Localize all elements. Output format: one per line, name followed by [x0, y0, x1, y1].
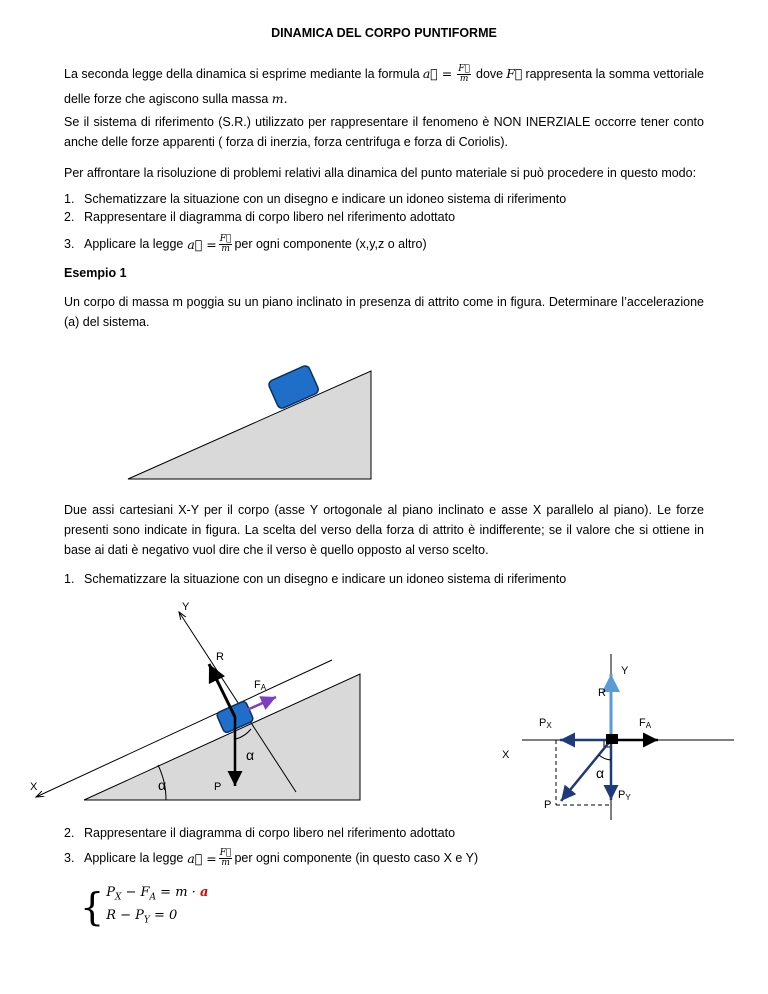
acceleration-symbol: a — [199, 885, 209, 900]
step-text: Rappresentare il diagramma di corpo libero nel riferimento adottato — [84, 210, 456, 224]
x-axis-label: X — [502, 749, 510, 761]
step-text: Schematizzare la situazione con un disegno e indicare un idoneo sistema di riferimento — [84, 572, 567, 586]
formula-a-lhs: a⃗ = — [422, 66, 453, 81]
page-title: DINAMICA DEL CORPO PUNTIFORME — [271, 26, 497, 40]
py-label: PY — [618, 789, 631, 802]
alpha-label-block: α — [246, 747, 255, 763]
formula-a-lhs: a⃗ = — [187, 850, 217, 866]
force-figure — [26, 594, 386, 816]
alpha-label: α — [596, 765, 605, 781]
step-3-repeat — [64, 844, 704, 872]
alpha-arc — [599, 755, 611, 760]
r-label: R — [216, 651, 224, 663]
r-label: R — [598, 687, 606, 699]
non-inertial-paragraph: Se il sistema di riferimento (S.R.) utilizzato per rappresentare il fenomeno è NON INERZIALE occorre tener conto anche delle forze apparenti ( forza di inerzia, forza centrifuga e forza di Coriolis). — [64, 115, 704, 149]
step-2-repeat — [64, 826, 704, 840]
p-label: P — [544, 799, 552, 811]
equation-y: $R - P_Y = 0$ — [106, 907, 178, 926]
formula-fraction — [219, 235, 233, 254]
formula-a-lhs: a⃗ = — [187, 236, 217, 252]
equation-x: $P_X - F_A = m \cdot a$ — [106, 885, 209, 903]
incline-figure — [120, 360, 380, 486]
px-label: PX — [539, 717, 552, 730]
step-text: Rappresentare il diagramma di corpo libero nel riferimento adottato — [84, 826, 456, 840]
fa-label: FA — [639, 717, 652, 730]
step-text-b: per ogni componente (in questo caso X e Y) — [234, 851, 479, 865]
example-title: Esempio 1 — [64, 266, 127, 280]
fraction-denominator: m — [221, 857, 230, 868]
friction-vector — [247, 697, 276, 710]
vector-f: F⃗ — [506, 66, 523, 81]
fa-label: FA — [254, 679, 267, 692]
fraction-numerator: F⃗ — [458, 63, 470, 74]
procedure-paragraph: Per affrontare la risoluzione di problemi relativi alla dinamica del punto materiale si può procedere in questo modo: — [64, 166, 697, 180]
system-brace: { — [80, 884, 105, 929]
p-label: P — [214, 781, 222, 793]
formula-fraction — [457, 65, 471, 84]
formula-fraction — [219, 849, 233, 868]
inclined-plane — [128, 371, 371, 479]
y-axis-label: Y — [182, 601, 190, 613]
step-1 — [64, 192, 704, 206]
alpha-label-base: α — [158, 777, 167, 793]
reaction-vector — [209, 664, 235, 717]
fraction-denominator: m — [459, 73, 469, 84]
step-3 — [64, 230, 704, 258]
intro-text-a: La seconda legge della dinamica si esprime mediante la formula — [64, 67, 420, 81]
intro-mass: m. — [271, 91, 288, 106]
x-axis-label: X — [30, 781, 38, 793]
step-number: 1. — [64, 572, 75, 586]
step-text: Schematizzare la situazione con un disegno e indicare un idoneo sistema di riferimento — [84, 192, 567, 206]
step-number: 2. — [64, 210, 75, 224]
intro-text-c: rappresenta la somma vettoriale — [525, 67, 704, 81]
example-text: Un corpo di massa m poggia su un piano inclinato in presenza di attrito come in figura. Determinare l’accelerazione (a) del sistema. — [64, 295, 704, 329]
y-axis-label: Y — [621, 665, 629, 677]
step-number: 1. — [64, 192, 75, 206]
step-2 — [64, 210, 704, 224]
free-body-diagram — [492, 650, 742, 820]
step-number: 3. — [64, 237, 75, 251]
step-text: Applicare la legge — [84, 851, 184, 865]
fraction-denominator: m — [221, 243, 230, 254]
step-number: 2. — [64, 826, 75, 840]
intro-paragraph — [64, 60, 704, 110]
step-text-b: per ogni componente (x,y,z o altro) — [234, 237, 427, 251]
step-text: Applicare la legge — [84, 237, 184, 251]
intro-line2: delle forze che agiscono sulla massa — [64, 92, 269, 106]
axes-paragraph: Due assi cartesiani X-Y per il corpo (asse Y ortogonale al piano inclinato e asse X parallelo al piano). Le forze presenti sono indicate in figura. La scelta del verso della forza di attrito è indifferente; se il valore che si ottiene in base ai dati è negativo vuol dire che il verso è quello opposto al verso scelto. — [64, 503, 704, 557]
equation-system — [80, 884, 208, 929]
body-point — [606, 734, 618, 744]
step-1-repeat — [64, 572, 704, 586]
intro-text-b: dove — [476, 67, 504, 81]
step-number: 3. — [64, 851, 75, 865]
fraction-numerator: F⃗ — [219, 847, 232, 858]
fraction-numerator: F⃗ — [219, 233, 232, 244]
